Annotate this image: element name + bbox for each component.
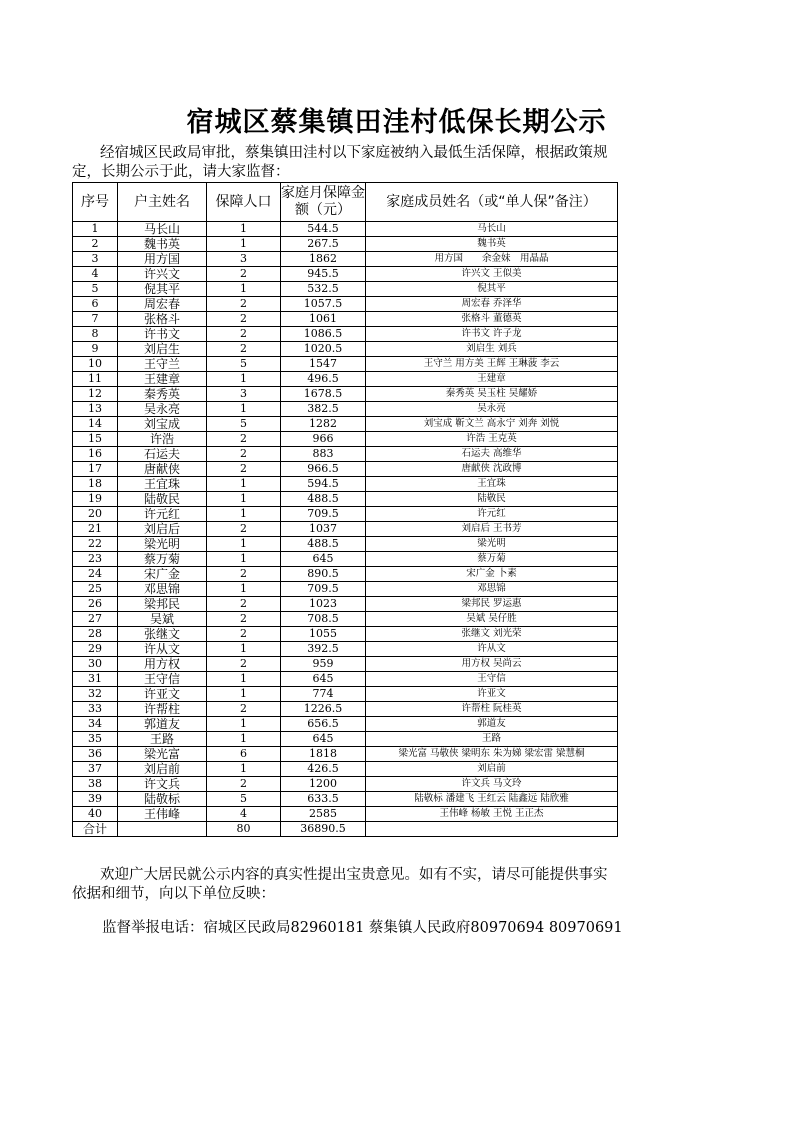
- covered-persons: 5: [207, 792, 281, 807]
- table-row: [73, 447, 618, 462]
- table-row: [73, 357, 618, 372]
- family-members: 梁光明: [366, 537, 618, 552]
- monthly-amount: 1818: [281, 747, 366, 762]
- household-head-name: 许书文: [118, 327, 207, 342]
- covered-persons: 2: [207, 267, 281, 282]
- family-members: 陆敬标 潘建飞 王红云 陆鑫远 陆欣雅: [366, 792, 618, 807]
- covered-persons: 2: [207, 432, 281, 447]
- table-row: [73, 807, 618, 822]
- covered-persons: 1: [207, 237, 281, 252]
- row-number: 39: [73, 792, 118, 807]
- monthly-amount: 488.5: [281, 537, 366, 552]
- table-row: [73, 792, 618, 807]
- monthly-amount: 1862: [281, 252, 366, 267]
- row-number: 22: [73, 537, 118, 552]
- covered-persons: 3: [207, 387, 281, 402]
- table-row: [73, 687, 618, 702]
- table-row: [73, 522, 618, 537]
- table-row: [73, 282, 618, 297]
- col-header-household-head: 户主姓名: [118, 183, 207, 222]
- household-head-name: 许兴文: [118, 267, 207, 282]
- covered-persons: 1: [207, 222, 281, 237]
- family-members: 用方国 余金妹 用晶晶: [366, 252, 618, 267]
- table-row: [73, 312, 618, 327]
- row-number: 34: [73, 717, 118, 732]
- family-members: 郭道友: [366, 717, 618, 732]
- row-number: 18: [73, 477, 118, 492]
- household-head-name: 刘启后: [118, 522, 207, 537]
- table-row: [73, 717, 618, 732]
- household-head-name: 唐献侠: [118, 462, 207, 477]
- household-head-name: 王路: [118, 732, 207, 747]
- contact-line: 监督举报电话：宿城区民政局82960181 蔡集镇人民政府80970694 80970691: [102, 920, 623, 936]
- table-row: [73, 432, 618, 447]
- table-header-row: [73, 183, 618, 222]
- family-members: 梁光富 马敬侠 梁明东 朱为娣 梁宏雷 梁慧桐: [366, 747, 618, 762]
- monthly-amount: 709.5: [281, 507, 366, 522]
- row-number: 23: [73, 552, 118, 567]
- row-number: 29: [73, 642, 118, 657]
- table-row: [73, 582, 618, 597]
- monthly-amount: 1020.5: [281, 342, 366, 357]
- table-row: [73, 657, 618, 672]
- row-number: 14: [73, 417, 118, 432]
- monthly-amount: 633.5: [281, 792, 366, 807]
- family-members: 宋广金 卜素: [366, 567, 618, 582]
- covered-persons: 2: [207, 702, 281, 717]
- family-members: 张格斗 董德英: [366, 312, 618, 327]
- covered-persons: 1: [207, 282, 281, 297]
- family-members: 王守信: [366, 672, 618, 687]
- table-total-row: [73, 822, 618, 837]
- col-header-family-members: 家庭成员姓名（或“单人保”备注）: [366, 183, 618, 222]
- household-head-name: 吴斌: [118, 612, 207, 627]
- monthly-amount: 594.5: [281, 477, 366, 492]
- monthly-amount: 544.5: [281, 222, 366, 237]
- family-members: 王宜珠: [366, 477, 618, 492]
- family-members: 刘启后 王书芳: [366, 522, 618, 537]
- monthly-amount: 496.5: [281, 372, 366, 387]
- row-number: 5: [73, 282, 118, 297]
- monthly-amount: 645: [281, 732, 366, 747]
- covered-persons: 1: [207, 582, 281, 597]
- row-number: 26: [73, 597, 118, 612]
- household-head-name: 秦秀英: [118, 387, 207, 402]
- row-number: 28: [73, 627, 118, 642]
- household-head-name: 梁邦民: [118, 597, 207, 612]
- monthly-amount: 1037: [281, 522, 366, 537]
- covered-persons: 5: [207, 417, 281, 432]
- household-head-name: 王伟峰: [118, 807, 207, 822]
- covered-persons: 1: [207, 762, 281, 777]
- assistance-table: [72, 182, 618, 837]
- page-title: 宿城区蔡集镇田洼村低保长期公示: [186, 107, 607, 138]
- family-members: 王守兰 用方美 王辉 王琳菠 李云: [366, 357, 618, 372]
- table-body: [73, 222, 618, 822]
- monthly-amount: 966.5: [281, 462, 366, 477]
- table-row: [73, 237, 618, 252]
- family-members: 许元红: [366, 507, 618, 522]
- table-row: [73, 552, 618, 567]
- monthly-amount: 774: [281, 687, 366, 702]
- household-head-name: 张格斗: [118, 312, 207, 327]
- family-members: 王伟峰 杨敏 王悦 王正杰: [366, 807, 618, 822]
- monthly-amount: 645: [281, 552, 366, 567]
- family-members: 许书文 许子龙: [366, 327, 618, 342]
- row-number: 4: [73, 267, 118, 282]
- row-number: 8: [73, 327, 118, 342]
- row-number: 11: [73, 372, 118, 387]
- row-number: 38: [73, 777, 118, 792]
- family-members: 张继文 刘光荣: [366, 627, 618, 642]
- table-row: [73, 327, 618, 342]
- family-members: 刘启生 刘兵: [366, 342, 618, 357]
- table-row: [73, 462, 618, 477]
- family-members: 魏书英: [366, 237, 618, 252]
- row-number: 31: [73, 672, 118, 687]
- monthly-amount: 945.5: [281, 267, 366, 282]
- row-number: 19: [73, 492, 118, 507]
- total-amount: 36890.5: [281, 822, 366, 837]
- table-row: [73, 642, 618, 657]
- monthly-amount: 488.5: [281, 492, 366, 507]
- household-head-name: 邓思锦: [118, 582, 207, 597]
- covered-persons: 2: [207, 522, 281, 537]
- row-number: 13: [73, 402, 118, 417]
- table-row: [73, 402, 618, 417]
- row-number: 20: [73, 507, 118, 522]
- household-head-name: 马长山: [118, 222, 207, 237]
- row-number: 30: [73, 657, 118, 672]
- table-row: [73, 612, 618, 627]
- monthly-amount: 1057.5: [281, 297, 366, 312]
- household-head-name: 陆敬标: [118, 792, 207, 807]
- household-head-name: 魏书英: [118, 237, 207, 252]
- household-head-name: 刘启生: [118, 342, 207, 357]
- covered-persons: 2: [207, 447, 281, 462]
- household-head-name: 许文兵: [118, 777, 207, 792]
- table-row: [73, 222, 618, 237]
- covered-persons: 1: [207, 537, 281, 552]
- covered-persons: 2: [207, 342, 281, 357]
- row-number: 10: [73, 357, 118, 372]
- row-number: 16: [73, 447, 118, 462]
- monthly-amount: 1547: [281, 357, 366, 372]
- table-row: [73, 342, 618, 357]
- family-members: 周宏春 乔泽华: [366, 297, 618, 312]
- intro-paragraph: 经宿城区民政局审批，蔡集镇田洼村以下家庭被纳入最低生活保障，根据政策规定，长期公示于此，请大家监督：: [72, 145, 608, 180]
- family-members: 马长山: [366, 222, 618, 237]
- row-number: 33: [73, 702, 118, 717]
- table-row: [73, 417, 618, 432]
- total-people: 80: [207, 822, 281, 837]
- monthly-amount: 708.5: [281, 612, 366, 627]
- row-number: 40: [73, 807, 118, 822]
- family-members: 秦秀英 吴玉柱 吴耀娇: [366, 387, 618, 402]
- family-members: 许浩 王克英: [366, 432, 618, 447]
- row-number: 25: [73, 582, 118, 597]
- table-row: [73, 672, 618, 687]
- monthly-amount: 1200: [281, 777, 366, 792]
- household-head-name: 许元红: [118, 507, 207, 522]
- covered-persons: 1: [207, 507, 281, 522]
- table-row: [73, 252, 618, 267]
- family-members: 刘宝成 靳文兰 高永宁 刘奔 刘悦: [366, 417, 618, 432]
- table-row: [73, 747, 618, 762]
- family-members: 王路: [366, 732, 618, 747]
- table-row: [73, 537, 618, 552]
- family-members: 梁邦民 罗运惠: [366, 597, 618, 612]
- monthly-amount: 267.5: [281, 237, 366, 252]
- monthly-amount: 890.5: [281, 567, 366, 582]
- monthly-amount: 1226.5: [281, 702, 366, 717]
- col-header-number: 序号: [73, 183, 118, 222]
- monthly-amount: 2585: [281, 807, 366, 822]
- table-row: [73, 297, 618, 312]
- household-head-name: 王宜珠: [118, 477, 207, 492]
- household-head-name: 吴永亮: [118, 402, 207, 417]
- covered-persons: 2: [207, 777, 281, 792]
- household-head-name: 宋广金: [118, 567, 207, 582]
- covered-persons: 1: [207, 642, 281, 657]
- household-head-name: 刘宝成: [118, 417, 207, 432]
- table-row: [73, 477, 618, 492]
- row-number: 2: [73, 237, 118, 252]
- household-head-name: 蔡万菊: [118, 552, 207, 567]
- family-members: 吴斌 吴仔胜: [366, 612, 618, 627]
- monthly-amount: 966: [281, 432, 366, 447]
- monthly-amount: 532.5: [281, 282, 366, 297]
- covered-persons: 4: [207, 807, 281, 822]
- row-number: 15: [73, 432, 118, 447]
- monthly-amount: 709.5: [281, 582, 366, 597]
- monthly-amount: 959: [281, 657, 366, 672]
- covered-persons: 2: [207, 612, 281, 627]
- table-row: [73, 732, 618, 747]
- row-number: 27: [73, 612, 118, 627]
- family-members: 倪其平: [366, 282, 618, 297]
- table-row: [73, 627, 618, 642]
- covered-persons: 2: [207, 567, 281, 582]
- monthly-amount: 1678.5: [281, 387, 366, 402]
- monthly-amount: 392.5: [281, 642, 366, 657]
- household-head-name: 许帮柱: [118, 702, 207, 717]
- covered-persons: 2: [207, 597, 281, 612]
- total-members-empty: [366, 822, 618, 837]
- family-members: 陆敬民: [366, 492, 618, 507]
- monthly-amount: 645: [281, 672, 366, 687]
- covered-persons: 5: [207, 357, 281, 372]
- row-number: 6: [73, 297, 118, 312]
- col-header-covered-persons: 保障人口: [207, 183, 281, 222]
- row-number: 37: [73, 762, 118, 777]
- covered-persons: 1: [207, 402, 281, 417]
- covered-persons: 2: [207, 627, 281, 642]
- table-row: [73, 567, 618, 582]
- household-head-name: 许浩: [118, 432, 207, 447]
- row-number: 17: [73, 462, 118, 477]
- household-head-name: 梁光明: [118, 537, 207, 552]
- monthly-amount: 382.5: [281, 402, 366, 417]
- household-head-name: 王守信: [118, 672, 207, 687]
- covered-persons: 1: [207, 687, 281, 702]
- row-number: 24: [73, 567, 118, 582]
- covered-persons: 2: [207, 297, 281, 312]
- family-members: 刘启前: [366, 762, 618, 777]
- household-head-name: 用方国: [118, 252, 207, 267]
- row-number: 9: [73, 342, 118, 357]
- covered-persons: 1: [207, 672, 281, 687]
- row-number: 32: [73, 687, 118, 702]
- covered-persons: 6: [207, 747, 281, 762]
- monthly-amount: 656.5: [281, 717, 366, 732]
- covered-persons: 2: [207, 657, 281, 672]
- total-empty-cell: [118, 822, 207, 837]
- family-members: 许从文: [366, 642, 618, 657]
- family-members: 吴永亮: [366, 402, 618, 417]
- household-head-name: 刘启前: [118, 762, 207, 777]
- family-members: 王建章: [366, 372, 618, 387]
- family-members: 蔡万菊: [366, 552, 618, 567]
- table-row: [73, 597, 618, 612]
- family-members: 许亚文: [366, 687, 618, 702]
- monthly-amount: 1282: [281, 417, 366, 432]
- covered-persons: 3: [207, 252, 281, 267]
- table-row: [73, 372, 618, 387]
- table-row: [73, 702, 618, 717]
- family-members: 石运夫 高维华: [366, 447, 618, 462]
- covered-persons: 2: [207, 327, 281, 342]
- table-row: [73, 387, 618, 402]
- row-number: 7: [73, 312, 118, 327]
- household-head-name: 许亚文: [118, 687, 207, 702]
- family-members: 许文兵 马文玲: [366, 777, 618, 792]
- table-row: [73, 267, 618, 282]
- family-members: 许帮柱 阮桂英: [366, 702, 618, 717]
- table-row: [73, 777, 618, 792]
- monthly-amount: 1023: [281, 597, 366, 612]
- covered-persons: 1: [207, 492, 281, 507]
- monthly-amount: 1061: [281, 312, 366, 327]
- household-head-name: 倪其平: [118, 282, 207, 297]
- covered-persons: 1: [207, 552, 281, 567]
- col-header-monthly-amount: 家庭月保障金额（元）: [281, 183, 366, 222]
- family-members: 邓思锦: [366, 582, 618, 597]
- monthly-amount: 1086.5: [281, 327, 366, 342]
- table-row: [73, 507, 618, 522]
- household-head-name: 许从文: [118, 642, 207, 657]
- household-head-name: 王建章: [118, 372, 207, 387]
- family-members: 唐献侠 沈政博: [366, 462, 618, 477]
- covered-persons: 1: [207, 732, 281, 747]
- covered-persons: 2: [207, 462, 281, 477]
- row-number: 12: [73, 387, 118, 402]
- household-head-name: 周宏春: [118, 297, 207, 312]
- row-number: 36: [73, 747, 118, 762]
- feedback-paragraph: 欢迎广大居民就公示内容的真实性提出宝贵意见。如有不实，请尽可能提供事实依据和细节，向以下单位反映：: [72, 867, 608, 902]
- family-members: 许兴文 王似美: [366, 267, 618, 282]
- household-head-name: 张继文: [118, 627, 207, 642]
- household-head-name: 石运夫: [118, 447, 207, 462]
- row-number: 35: [73, 732, 118, 747]
- covered-persons: 2: [207, 312, 281, 327]
- row-number: 3: [73, 252, 118, 267]
- household-head-name: 用方权: [118, 657, 207, 672]
- total-label: 合计: [73, 822, 118, 837]
- table-row: [73, 762, 618, 777]
- row-number: 1: [73, 222, 118, 237]
- monthly-amount: 426.5: [281, 762, 366, 777]
- row-number: 21: [73, 522, 118, 537]
- household-head-name: 梁光富: [118, 747, 207, 762]
- household-head-name: 郭道友: [118, 717, 207, 732]
- table-row: [73, 492, 618, 507]
- covered-persons: 1: [207, 372, 281, 387]
- covered-persons: 1: [207, 477, 281, 492]
- household-head-name: 陆敬民: [118, 492, 207, 507]
- monthly-amount: 1055: [281, 627, 366, 642]
- monthly-amount: 883: [281, 447, 366, 462]
- covered-persons: 1: [207, 717, 281, 732]
- household-head-name: 王守兰: [118, 357, 207, 372]
- family-members: 用方权 吴尚云: [366, 657, 618, 672]
